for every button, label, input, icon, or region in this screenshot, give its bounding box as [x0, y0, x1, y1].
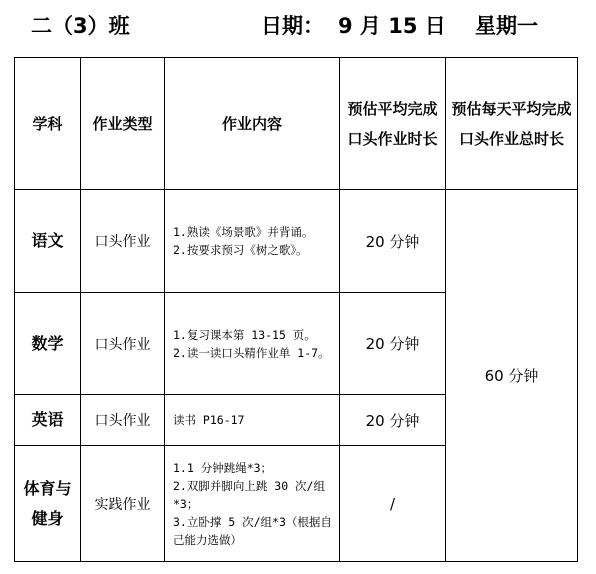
weekday: 星期一 — [475, 14, 538, 38]
type-cell: 口头作业 — [81, 190, 165, 293]
subject-cell: 英语 — [15, 395, 81, 446]
column-header-content: 作业内容 — [165, 58, 340, 190]
column-header-total-duration: 预估每天平均完成口头作业总时长 — [446, 58, 578, 190]
date-value: 9 月 15 日 — [338, 14, 446, 38]
homework-table — [14, 57, 578, 562]
duration-cell: 20 分钟 — [340, 190, 446, 293]
duration-cell: 20 分钟 — [340, 293, 446, 395]
column-header-avg-duration: 预估平均完成口头作业时长 — [340, 58, 446, 190]
content-line: 1.1 分钟跳绳*3； — [173, 460, 273, 475]
duration-cell: / — [340, 446, 446, 562]
content-line: 2.双脚并脚向上跳 30 次/组*3； — [173, 478, 325, 511]
content-line: 2.按要求预习《树之歌》。 — [173, 243, 308, 257]
content-line: 读书 P16-17 — [173, 413, 245, 427]
total-duration-cell: 60 分钟 — [446, 190, 578, 562]
content-line: 2.读一读口头精作业单 1-7。 — [173, 345, 330, 360]
column-header-type: 作业类型 — [81, 58, 165, 190]
content-line: 3.立卧撑 5 次/组*3（根据自己能力选做） — [173, 514, 332, 547]
content-line: 1.熟读《场景歌》并背诵。 — [173, 225, 314, 239]
type-cell: 实践作业 — [81, 446, 165, 562]
content-cell — [165, 293, 340, 395]
table-row — [15, 190, 578, 293]
content-line: 1.复习课本第 13-15 页。 — [173, 327, 316, 342]
content-cell — [165, 446, 340, 562]
content-cell — [165, 190, 340, 293]
column-header-subject: 学科 — [15, 58, 81, 190]
page-header — [0, 0, 596, 50]
type-cell: 口头作业 — [81, 293, 165, 395]
content-cell — [165, 395, 340, 446]
subject-cell: 数学 — [15, 293, 81, 395]
date-label: 日期： — [261, 14, 324, 38]
class-name: 二（3）班 — [31, 14, 130, 38]
subject-cell: 体育与健身 — [15, 446, 81, 562]
type-cell: 口头作业 — [81, 395, 165, 446]
table-header-row — [15, 58, 578, 190]
duration-cell: 20 分钟 — [340, 395, 446, 446]
subject-cell: 语文 — [15, 190, 81, 293]
